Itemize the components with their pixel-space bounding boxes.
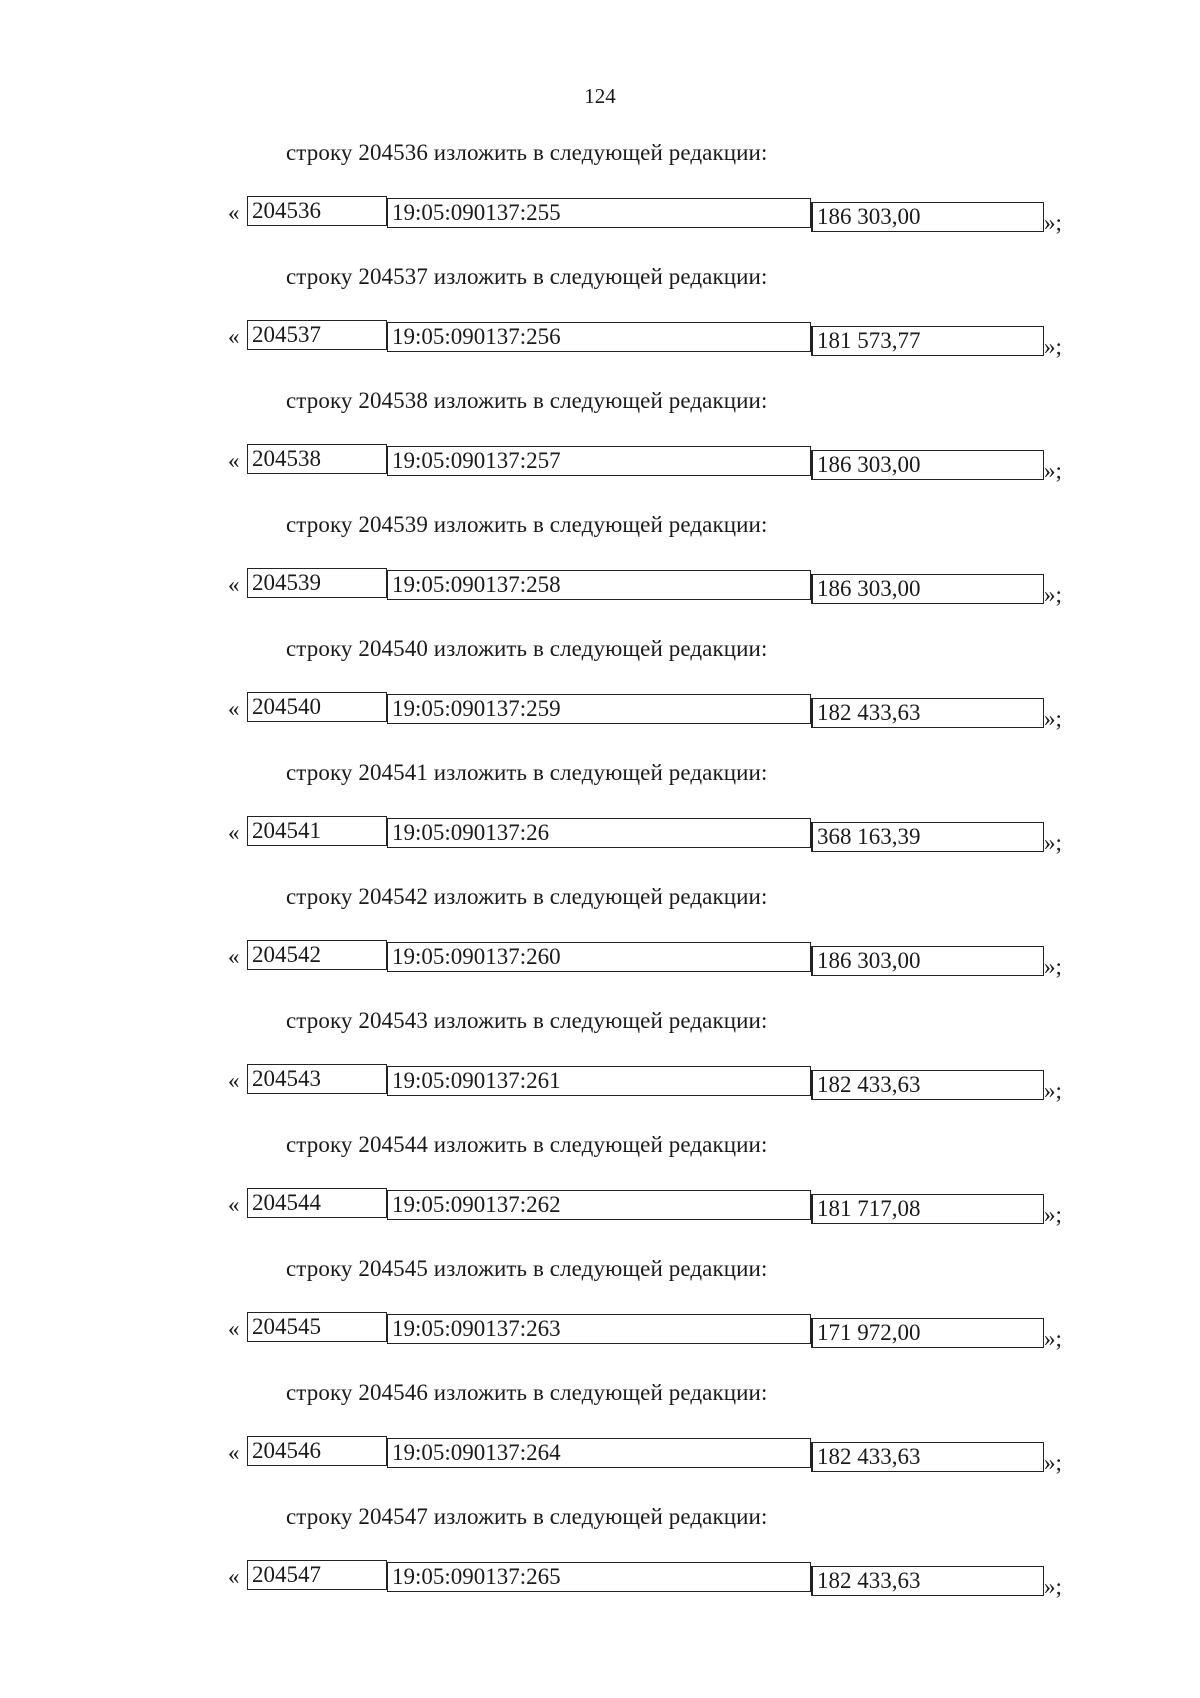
row-number-cell: 204536	[247, 196, 387, 226]
amendment-entry	[0, 636, 1200, 756]
closing-quote: »;	[1044, 334, 1062, 359]
amendment-instruction: строку 204540 изложить в следующей редакции:	[286, 636, 768, 661]
amendment-entry	[0, 884, 1200, 1004]
closing-quote: »;	[1044, 1574, 1062, 1599]
opening-quote: «	[228, 1440, 240, 1465]
amendment-entry	[0, 1256, 1200, 1376]
closing-quote: »;	[1044, 1326, 1062, 1351]
table-row	[228, 692, 1088, 731]
opening-quote: «	[228, 1068, 240, 1093]
closing-quote: »;	[1044, 1450, 1062, 1475]
cadastral-value-cell: 181 717,08	[811, 1194, 1044, 1224]
table-row	[228, 320, 1088, 359]
amendment-instruction: строку 204537 изложить в следующей редакции:	[286, 264, 768, 289]
cadastral-value-cell: 186 303,00	[811, 202, 1044, 232]
cadastral-value-cell: 186 303,00	[811, 574, 1044, 604]
amendment-entry	[0, 1380, 1200, 1500]
row-number-cell: 204544	[247, 1188, 387, 1218]
cadastral-number-cell: 19:05:090137:258	[387, 570, 811, 600]
opening-quote: «	[228, 944, 240, 969]
table-row	[228, 940, 1088, 979]
cadastral-value-cell: 182 433,63	[811, 1442, 1044, 1472]
amendment-instruction: строку 204539 изложить в следующей редакции:	[286, 512, 768, 537]
table-row	[228, 1560, 1088, 1599]
table-row	[228, 196, 1088, 235]
amendment-entry	[0, 1504, 1200, 1624]
opening-quote: «	[228, 200, 240, 225]
row-number-cell: 204537	[247, 320, 387, 350]
row-number-cell: 204542	[247, 940, 387, 970]
row-number-cell: 204540	[247, 692, 387, 722]
cadastral-value-cell: 181 573,77	[811, 326, 1044, 356]
amendment-instruction: строку 204546 изложить в следующей редакции:	[286, 1380, 768, 1405]
cadastral-number-cell: 19:05:090137:255	[387, 198, 811, 228]
closing-quote: »;	[1044, 830, 1062, 855]
table-row	[228, 1312, 1088, 1351]
amendment-instruction: строку 204545 изложить в следующей редакции:	[286, 1256, 768, 1281]
table-row	[228, 1436, 1088, 1475]
opening-quote: «	[228, 696, 240, 721]
opening-quote: «	[228, 1192, 240, 1217]
page-number: 124	[584, 84, 616, 108]
table-row	[228, 1064, 1088, 1103]
amendment-instruction: строку 204547 изложить в следующей редакции:	[286, 1504, 768, 1529]
table-row	[228, 816, 1088, 855]
opening-quote: «	[228, 324, 240, 349]
cadastral-number-cell: 19:05:090137:261	[387, 1066, 811, 1096]
table-row	[228, 568, 1088, 607]
opening-quote: «	[228, 820, 240, 845]
closing-quote: »;	[1044, 1202, 1062, 1227]
row-number-cell: 204541	[247, 816, 387, 846]
amendment-instruction: строку 204538 изложить в следующей редакции:	[286, 388, 768, 413]
amendment-entry	[0, 388, 1200, 508]
closing-quote: »;	[1044, 1078, 1062, 1103]
amendment-entry	[0, 264, 1200, 384]
amendment-instruction: строку 204536 изложить в следующей редакции:	[286, 140, 768, 165]
cadastral-number-cell: 19:05:090137:262	[387, 1190, 811, 1220]
cadastral-value-cell: 182 433,63	[811, 1566, 1044, 1596]
amendment-entry	[0, 140, 1200, 260]
cadastral-number-cell: 19:05:090137:260	[387, 942, 811, 972]
opening-quote: «	[228, 572, 240, 597]
cadastral-value-cell: 182 433,63	[811, 698, 1044, 728]
opening-quote: «	[228, 1316, 240, 1341]
cadastral-number-cell: 19:05:090137:265	[387, 1562, 811, 1592]
cadastral-number-cell: 19:05:090137:26	[387, 818, 811, 848]
amendment-entry	[0, 760, 1200, 880]
amendment-entry	[0, 1132, 1200, 1252]
amendment-entry	[0, 1008, 1200, 1128]
cadastral-value-cell: 186 303,00	[811, 450, 1044, 480]
table-row	[228, 444, 1088, 483]
cadastral-number-cell: 19:05:090137:259	[387, 694, 811, 724]
row-number-cell: 204543	[247, 1064, 387, 1094]
amendment-instruction: строку 204542 изложить в следующей редакции:	[286, 884, 768, 909]
closing-quote: »;	[1044, 706, 1062, 731]
opening-quote: «	[228, 1564, 240, 1589]
cadastral-value-cell: 368 163,39	[811, 822, 1044, 852]
cadastral-number-cell: 19:05:090137:263	[387, 1314, 811, 1344]
cadastral-value-cell: 182 433,63	[811, 1070, 1044, 1100]
cadastral-value-cell: 186 303,00	[811, 946, 1044, 976]
amendment-instruction: строку 204541 изложить в следующей редакции:	[286, 760, 768, 785]
closing-quote: »;	[1044, 210, 1062, 235]
closing-quote: »;	[1044, 458, 1062, 483]
row-number-cell: 204545	[247, 1312, 387, 1342]
cadastral-number-cell: 19:05:090137:256	[387, 322, 811, 352]
opening-quote: «	[228, 448, 240, 473]
closing-quote: »;	[1044, 582, 1062, 607]
cadastral-value-cell: 171 972,00	[811, 1318, 1044, 1348]
row-number-cell: 204547	[247, 1560, 387, 1590]
cadastral-number-cell: 19:05:090137:264	[387, 1438, 811, 1468]
table-row	[228, 1188, 1088, 1227]
amendment-entry	[0, 512, 1200, 632]
amendment-instruction: строку 204544 изложить в следующей редакции:	[286, 1132, 768, 1157]
closing-quote: »;	[1044, 954, 1062, 979]
row-number-cell: 204546	[247, 1436, 387, 1466]
amendment-instruction: строку 204543 изложить в следующей редакции:	[286, 1008, 768, 1033]
row-number-cell: 204538	[247, 444, 387, 474]
cadastral-number-cell: 19:05:090137:257	[387, 446, 811, 476]
row-number-cell: 204539	[247, 568, 387, 598]
